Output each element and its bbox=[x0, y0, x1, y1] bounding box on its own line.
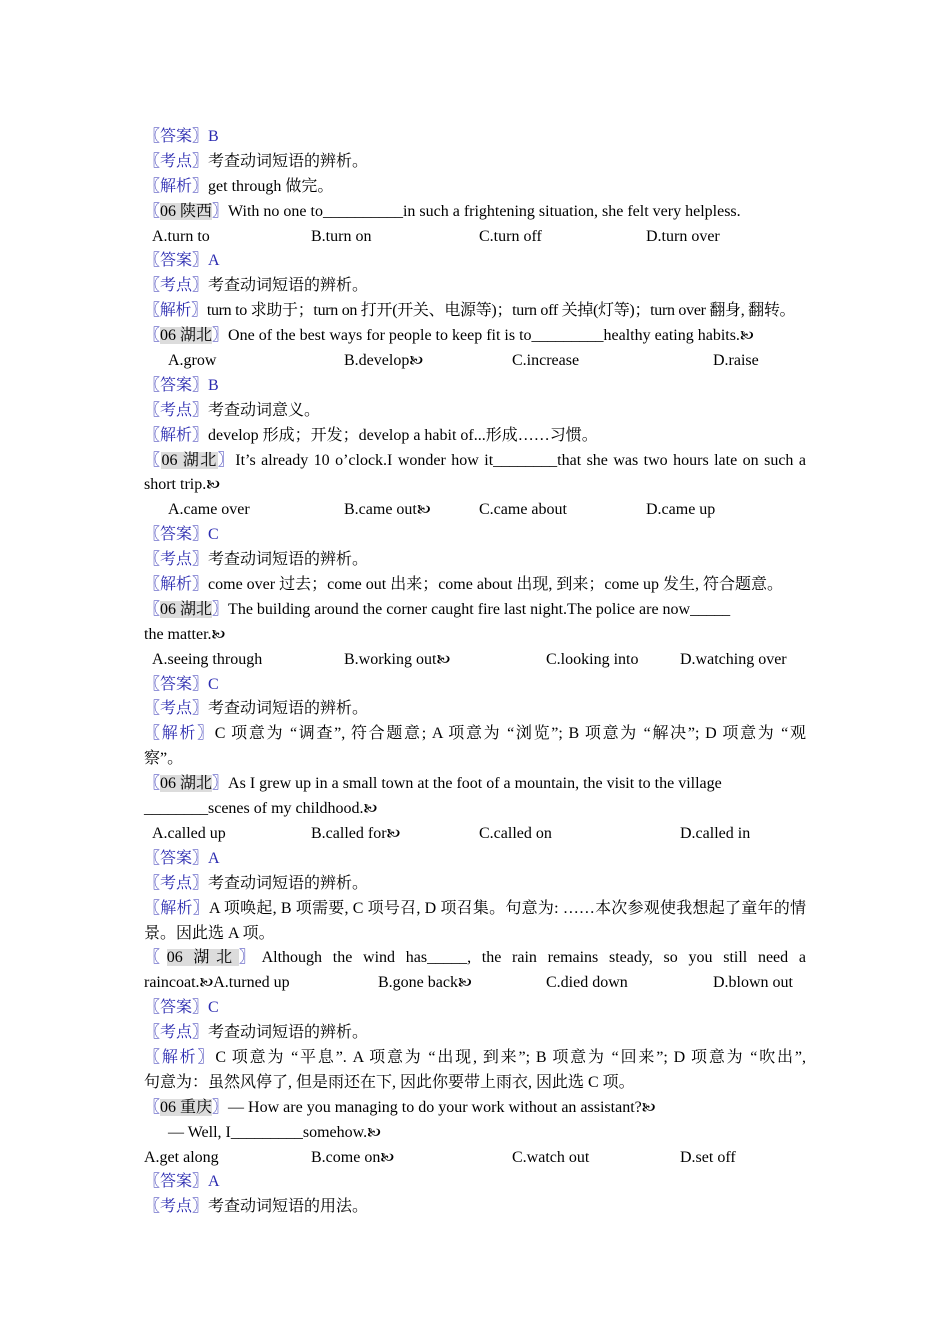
question-text: short trip. bbox=[144, 476, 207, 494]
options-row bbox=[144, 349, 806, 374]
option-a: A.called up bbox=[152, 824, 226, 842]
question-line bbox=[144, 772, 806, 797]
answer-line bbox=[144, 249, 806, 274]
question-text: As I grew up in a small town at the foot of a mountain, the visit to the village bbox=[228, 775, 722, 793]
option-d: D.watching over bbox=[680, 650, 787, 668]
question-line-cont bbox=[144, 473, 806, 498]
question-text-cont bbox=[144, 971, 290, 997]
answer-label: 〖答案〗 bbox=[144, 675, 209, 693]
analysis-line bbox=[144, 175, 806, 200]
point-label: 〖考点〗 bbox=[144, 700, 209, 718]
analysis-text: 句意为：虽然风停了, 但是雨还在下, 因此你要带上雨衣, 因此选 C 项。 bbox=[144, 1073, 635, 1091]
analysis-label: 〖解析〗 bbox=[144, 899, 209, 917]
point-label: 〖考点〗 bbox=[144, 277, 209, 295]
mark-icon: 🙤 bbox=[206, 478, 220, 494]
analysis-label: 〖解析〗 bbox=[144, 576, 209, 594]
bracket-open: 〖 bbox=[144, 202, 161, 220]
option-b-text: B.gone back bbox=[378, 974, 458, 992]
mark-icon: 🙤 bbox=[457, 976, 472, 992]
answer-label: 〖答案〗 bbox=[144, 526, 209, 544]
option-c: C.increase bbox=[512, 352, 580, 370]
option-d: D.blown out bbox=[713, 974, 793, 992]
analysis-text: develop 形成；开发；develop a habit of...形成……习惯。 bbox=[208, 426, 598, 444]
option-c: C.watch out bbox=[512, 1148, 590, 1166]
option-b-text: B.came out bbox=[344, 501, 417, 519]
bracket-close: 〗 bbox=[212, 1098, 229, 1116]
analysis-line bbox=[144, 299, 806, 324]
point-line bbox=[144, 1195, 806, 1220]
answer-line bbox=[144, 125, 806, 150]
analysis-label: 〖解析〗 bbox=[144, 177, 209, 195]
mark-icon: 🙤 bbox=[739, 329, 754, 345]
answer-label: 〖答案〗 bbox=[144, 999, 209, 1017]
mark-icon: 🙤 bbox=[363, 802, 378, 818]
answer-value: B bbox=[208, 376, 219, 394]
bracket-open: 〖 bbox=[144, 327, 161, 345]
point-label: 〖考点〗 bbox=[144, 551, 209, 569]
answer-line bbox=[144, 1170, 806, 1195]
bracket-close: 〗 bbox=[217, 451, 236, 469]
point-text: 考查动词短语的用法。 bbox=[208, 1198, 369, 1216]
point-line bbox=[144, 548, 806, 573]
option-a: A.turn to bbox=[152, 227, 210, 245]
option-a: A.grow bbox=[168, 352, 217, 370]
answer-label: 〖答案〗 bbox=[144, 1173, 209, 1191]
question-line-cont bbox=[144, 971, 806, 996]
bracket-open: 〖 bbox=[144, 949, 167, 967]
point-text: 考查动词短语的辨析。 bbox=[208, 1024, 369, 1042]
option-d: D.turn over bbox=[646, 227, 720, 245]
option-c: C.turn off bbox=[479, 227, 542, 245]
option-a: A.get along bbox=[144, 1148, 219, 1166]
option-c: C.came about bbox=[479, 501, 567, 519]
bracket-close: 〗 bbox=[212, 327, 229, 345]
option-a: A.seeing through bbox=[152, 650, 263, 668]
question-text: raincoat. bbox=[144, 974, 200, 992]
answer-line bbox=[144, 673, 806, 698]
option-b bbox=[311, 822, 400, 848]
options-row bbox=[144, 648, 806, 673]
analysis-line bbox=[144, 1046, 806, 1071]
point-line bbox=[144, 274, 806, 299]
options-row bbox=[144, 822, 806, 847]
answer-label: 〖答案〗 bbox=[144, 128, 209, 145]
point-text: 考查动词短语的辨析。 bbox=[208, 700, 369, 718]
point-label: 〖考点〗 bbox=[144, 152, 209, 170]
answer-line bbox=[144, 996, 806, 1021]
option-b-text: B.come on bbox=[311, 1148, 381, 1166]
question-line-cont bbox=[144, 797, 806, 822]
document-page bbox=[144, 125, 806, 1220]
mark-icon: 🙤 bbox=[199, 976, 214, 992]
point-label: 〖考点〗 bbox=[144, 401, 209, 419]
answer-value: A bbox=[208, 1173, 220, 1191]
point-line bbox=[144, 399, 806, 424]
question-text: ________scenes of my childhood. bbox=[144, 800, 364, 818]
question-text: The building around the corner caught fire last night.The police are now_____ bbox=[228, 600, 731, 618]
question-line bbox=[144, 946, 806, 971]
answer-line bbox=[144, 523, 806, 548]
option-b-text: B.develop bbox=[344, 352, 410, 370]
point-label: 〖考点〗 bbox=[144, 1024, 209, 1042]
mark-icon: 🙤 bbox=[641, 1100, 656, 1116]
source-tag: 06 湖北 bbox=[160, 775, 213, 793]
options-row bbox=[144, 1146, 806, 1171]
mark-icon: 🙤 bbox=[436, 652, 451, 668]
bracket-open: 〖 bbox=[144, 1098, 161, 1116]
option-b-text: B.called for bbox=[311, 824, 387, 842]
answer-value: A bbox=[208, 849, 220, 867]
analysis-line-cont bbox=[144, 1071, 806, 1096]
option-b bbox=[378, 971, 472, 997]
answer-label: 〖答案〗 bbox=[144, 376, 209, 394]
mark-icon: 🙤 bbox=[211, 627, 226, 643]
question-line bbox=[144, 1096, 806, 1121]
question-line-cont bbox=[144, 623, 806, 648]
question-text: Although the wind has_____, the rain remains steady, so you still need a bbox=[261, 949, 806, 967]
question-line bbox=[144, 449, 806, 474]
analysis-label: 〖解析〗 bbox=[144, 426, 209, 444]
question-text: the matter. bbox=[144, 625, 212, 643]
option-d: D.raise bbox=[713, 352, 759, 370]
question-text: With no one to__________in such a frightening situation, she felt very helpless. bbox=[228, 202, 741, 220]
point-text: 考查动词短语的辨析。 bbox=[208, 551, 369, 569]
answer-line bbox=[144, 847, 806, 872]
option-a: A.turned up bbox=[213, 974, 290, 992]
option-b: B.turn on bbox=[311, 227, 372, 245]
answer-value: C bbox=[208, 999, 219, 1017]
analysis-line-cont bbox=[144, 747, 806, 772]
bracket-open: 〖 bbox=[144, 451, 162, 469]
point-line bbox=[144, 697, 806, 722]
bracket-close: 〗 bbox=[212, 202, 229, 220]
answer-line bbox=[144, 374, 806, 399]
bracket-close: 〗 bbox=[238, 949, 262, 967]
option-c: C.died down bbox=[546, 974, 628, 992]
analysis-text: C 项意为 “平息”. A 项意为 “出现, 到来”; B 项意为 “回来”; D 项意为 “吹出”, bbox=[215, 1048, 806, 1066]
options-row bbox=[144, 225, 806, 250]
source-tag: 06 重庆 bbox=[160, 1098, 213, 1116]
source-tag: 06 湖北 bbox=[160, 600, 213, 618]
analysis-line bbox=[144, 897, 806, 922]
source-tag: 06 湖北 bbox=[160, 327, 213, 345]
option-b bbox=[311, 1146, 394, 1172]
bracket-open: 〖 bbox=[144, 775, 161, 793]
question-text: One of the best ways for people to keep fit is to_________healthy eating habits. bbox=[228, 327, 740, 345]
analysis-text: get through 做完。 bbox=[208, 177, 334, 195]
option-c: C.looking into bbox=[546, 650, 639, 668]
point-text: 考查动词短语的辨析。 bbox=[208, 152, 369, 170]
option-d: D.set off bbox=[680, 1148, 736, 1166]
answer-value: A bbox=[208, 252, 220, 270]
analysis-label: 〖解析〗 bbox=[144, 302, 207, 320]
source-tag: 06 陕西 bbox=[160, 202, 213, 220]
analysis-text: 察”。 bbox=[144, 750, 184, 768]
mark-icon: 🙤 bbox=[380, 1150, 395, 1166]
option-d: D.came up bbox=[646, 501, 716, 519]
analysis-line bbox=[144, 424, 806, 449]
analysis-text: turn to 求助于；turn on 打开(开关、电源等)；turn off 关掉(灯等)；turn over 翻身, 翻转。 bbox=[206, 302, 796, 320]
bracket-close: 〗 bbox=[212, 775, 229, 793]
analysis-line bbox=[144, 722, 806, 747]
options-row bbox=[144, 498, 806, 523]
point-line bbox=[144, 872, 806, 897]
option-d: D.called in bbox=[680, 824, 751, 842]
question-line bbox=[144, 200, 806, 225]
source-tag: 06 湖北 bbox=[161, 451, 218, 469]
point-line bbox=[144, 1021, 806, 1046]
analysis-line bbox=[144, 573, 806, 598]
question-text: — Well, I_________somehow. bbox=[168, 1123, 368, 1141]
source-tag: 06 湖北 bbox=[166, 949, 239, 967]
analysis-label: 〖解析〗 bbox=[144, 1048, 216, 1066]
answer-label: 〖答案〗 bbox=[144, 849, 209, 867]
point-label: 〖考点〗 bbox=[144, 874, 209, 892]
question-text: It’s already 10 o’clock.I wonder how it________that she was two hours late on such a bbox=[235, 451, 806, 469]
answer-value: C bbox=[208, 675, 219, 693]
mark-icon: 🙤 bbox=[367, 1125, 381, 1141]
option-b bbox=[344, 498, 431, 524]
point-text: 考查动词短语的辨析。 bbox=[208, 277, 369, 295]
point-label: 〖考点〗 bbox=[144, 1198, 209, 1216]
analysis-line-cont bbox=[144, 922, 806, 947]
option-a: A.came over bbox=[168, 501, 250, 519]
point-line bbox=[144, 150, 806, 175]
option-b bbox=[344, 349, 423, 375]
point-text: 考查动词短语的辨析。 bbox=[208, 874, 369, 892]
question-line bbox=[144, 598, 806, 623]
analysis-label: 〖解析〗 bbox=[144, 725, 215, 743]
answer-value: B bbox=[208, 128, 219, 145]
mark-icon: 🙤 bbox=[416, 503, 431, 519]
option-c: C.called on bbox=[479, 824, 552, 842]
answer-label: 〖答案〗 bbox=[144, 252, 209, 270]
analysis-text: A 项唤起, B 项需要, C 项号召, D 项召集。句意为: ……本次参观使我想起了童年的情 bbox=[208, 899, 806, 917]
answer-value: C bbox=[208, 526, 219, 544]
option-b bbox=[344, 648, 450, 674]
bracket-close: 〗 bbox=[212, 600, 229, 618]
bracket-open: 〖 bbox=[144, 600, 161, 618]
question-line bbox=[144, 324, 806, 349]
question-line-cont bbox=[144, 1121, 806, 1146]
question-text: — How are you managing to do your work without an assistant? bbox=[228, 1098, 642, 1116]
analysis-text: C 项意为 “调查”, 符合题意; A 项意为 “浏览”; B 项意为 “解决”; D 项意为 “观 bbox=[214, 725, 806, 743]
point-text: 考查动词意义。 bbox=[208, 401, 321, 419]
analysis-text: come over 过去；come out 出来；come about 出现, 到来；come up 发生, 符合题意。 bbox=[208, 576, 784, 594]
analysis-text: 景。因此选 A 项。 bbox=[144, 924, 275, 942]
mark-icon: 🙤 bbox=[386, 826, 401, 842]
option-b-text: B.working out bbox=[344, 650, 437, 668]
mark-icon: 🙤 bbox=[409, 354, 424, 370]
